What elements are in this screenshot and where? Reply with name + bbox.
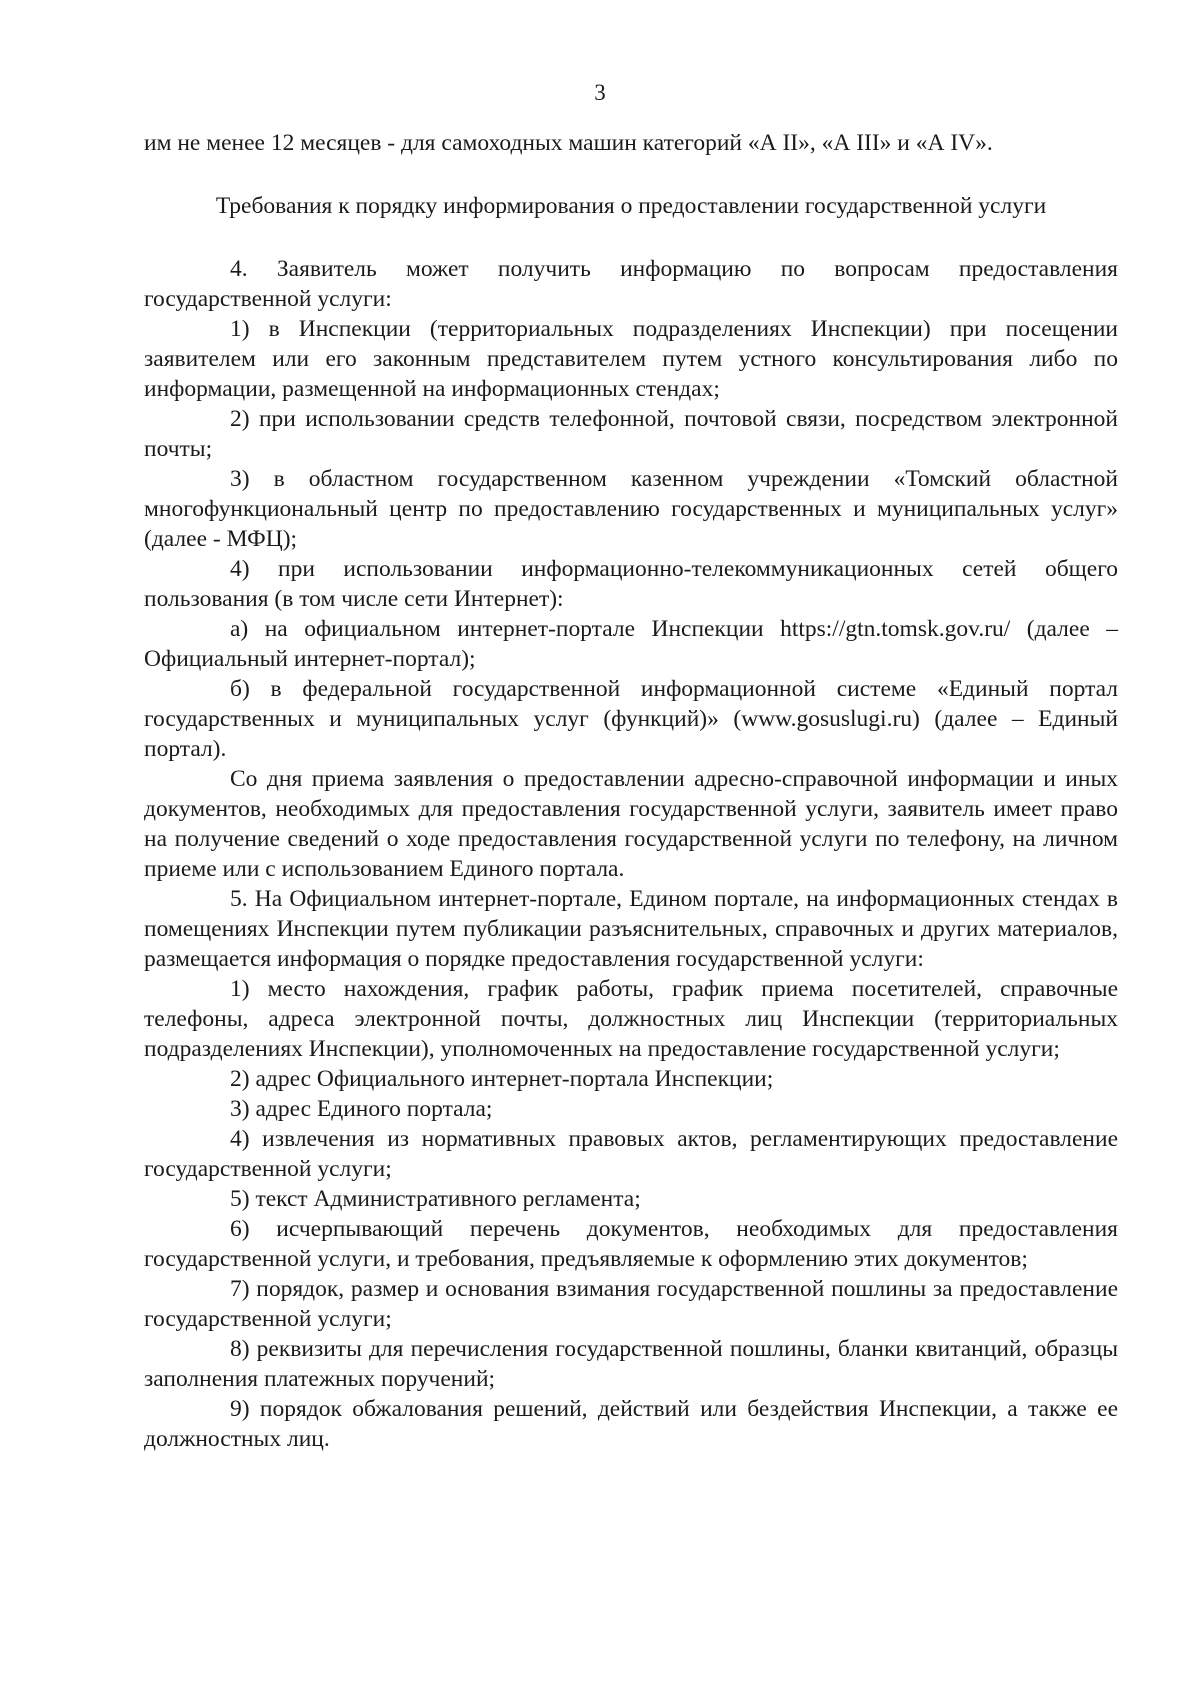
list-item-5-4: 4) извлечения из нормативных правовых актов, регламентирующих предоставление государственной услуги; [144,1126,1118,1182]
list-item-4-3: 3) в областном государственном казенном учреждении «Томский областной многофункциональный центр по предоставлению государственных и муниципальных услуг» (далее - МФЦ); [144,466,1118,552]
list-item-4-2: 2) при использовании средств телефонной, почтовой связи, посредством электронной почты; [144,406,1118,462]
paragraph-4: 4. Заявитель может получить информацию по вопросам предоставления государственной услуги: [144,256,1118,312]
list-item-5-2: 2) адрес Официального интернет-портала Инспекции; [230,1066,774,1092]
list-item-5-3: 3) адрес Единого портала; [230,1096,493,1122]
list-item-5-7: 7) порядок, размер и основания взимания государственной пошлины за предоставление государственной услуги; [144,1276,1118,1332]
document-body [144,128,1118,1454]
paragraph-status-info: Со дня приема заявления о предоставлении адресно-справочной информации и иных документов, необходимых для предоставления государственной услуги, заявитель имеет право на получение сведений о ходе предоставления государственной услуги по телефону, на личном приеме или с использованием Единого портала. [144,766,1118,882]
section-title: Требования к порядку информирования о предоставлении государственной услуги [215,193,1047,219]
list-item-5-5: 5) текст Административного регламента; [230,1186,641,1212]
list-item-5-6: 6) исчерпывающий перечень документов, необходимых для предоставления государственной услуги, и требования, предъявляемые к оформлению этих документов; [144,1216,1118,1272]
list-item-5-8: 8) реквизиты для перечисления государственной пошлины, бланки квитанций, образцы заполнения платежных поручений; [144,1336,1118,1392]
page-number: 3 [594,80,606,105]
continuation-line: им не менее 12 месяцев - для самоходных машин категорий «А II», «А III» и «А IV». [144,130,993,156]
list-item-4-4-a: а) на официальном интернет-портале Инспекции https://gtn.tomsk.gov.ru/ (далее – Официальный интернет-портал); [144,616,1118,672]
list-item-5-1: 1) место нахождения, график работы, график приема посетителей, справочные телефоны, адреса электронной почты, должностных лиц Инспекции (территориальных подразделениях Инспекции), уполномоченных на предоставление государственной услуги; [144,976,1118,1062]
paragraph-5: 5. На Официальном интернет-портале, Едином портале, на информационных стендах в помещениях Инспекции путем публикации разъяснительных, справочных и других материалов, размещается информация о порядке предоставления государственной услуги: [144,886,1118,972]
list-item-4-4-b: б) в федеральной государственной информационной системе «Единый портал государственных и муниципальных услуг (функций)» (www.gosuslugi.ru) (далее – Единый портал). [144,676,1118,762]
list-item-4-4: 4) при использовании информационно-телекоммуникационных сетей общего пользования (в том числе сети Интернет): [144,556,1118,612]
list-item-5-9: 9) порядок обжалования решений, действий или бездействия Инспекции, а также ее должностных лиц. [144,1396,1118,1452]
list-item-4-1: 1) в Инспекции (территориальных подразделениях Инспекции) при посещении заявителем или его законным представителем путем устного консультирования либо по информации, размещенной на информационных стендах; [144,316,1118,402]
